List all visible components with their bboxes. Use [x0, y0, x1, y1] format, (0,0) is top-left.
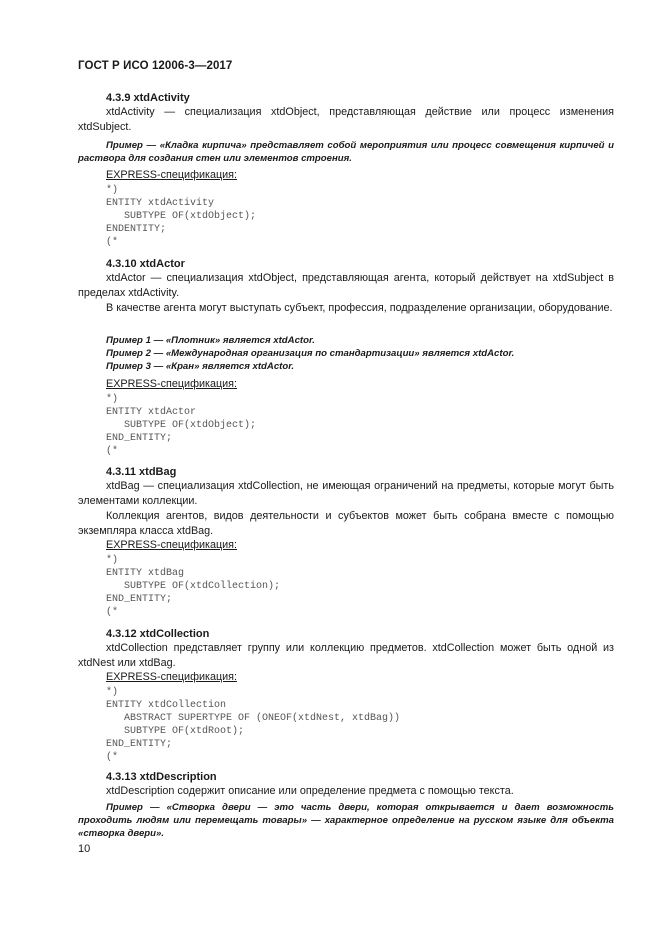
section-4-3-11-spec-label: EXPRESS-спецификация: — [106, 539, 238, 551]
section-4-3-10-paragraph-1: xtdActor — специализация xtdObject, представляющая агента, который действует на xtdSubject в пределах xtdActivity. — [78, 272, 614, 299]
section-4-3-9-paragraph: xtdActivity — специализация xtdObject, представляющая действие или процесс изменения xtdSubject. — [78, 106, 614, 133]
section-4-3-10-example-3: Пример 3 — «Кран» является xtdActor. — [106, 361, 295, 372]
section-4-3-10-spec-label: EXPRESS-спецификация: — [106, 378, 238, 390]
document-header: ГОСТ Р ИСО 12006-3—2017 — [78, 60, 233, 72]
section-4-3-11-paragraph-1: xtdBag — специализация xtdCollection, не имеющая ограничений на предметы, которые могут быть элементами коллекции. — [78, 480, 614, 507]
section-4-3-13-paragraph: xtdDescription содержит описание или определение предмета с помощью текста. — [106, 785, 514, 797]
section-heading-4-3-9: 4.3.9 xtdActivity — [106, 92, 190, 104]
section-4-3-12-express-code: *) ENTITY xtdCollection ABSTRACT SUPERTYPE OF (ONEOF(xtdNest, xtdBag)) SUBTYPE OF(xtdRoot); END_ENTITY; (* — [106, 687, 401, 763]
section-4-3-12-spec-label: EXPRESS-спецификация: — [106, 671, 238, 683]
section-4-3-10-paragraph-2: В качестве агента могут выступать субъект, профессия, подразделение организации, оборудование. — [106, 302, 613, 314]
page-number: 10 — [78, 843, 91, 855]
section-heading-4-3-13: 4.3.13 xtdDescription — [106, 771, 217, 783]
section-4-3-11-paragraph-2: Коллекция агентов, видов деятельности и субъектов может быть собрана вместе с помощью экземпляра класса xtdBag. — [78, 510, 614, 537]
section-4-3-9-spec-label: EXPRESS-спецификация: — [106, 169, 238, 181]
section-4-3-10-example-2: Пример 2 — «Международная организация по стандартизации» является xtdActor. — [106, 348, 515, 359]
section-4-3-10-express-code: *) ENTITY xtdActor SUBTYPE OF(xtdObject); END_ENTITY; (* — [106, 394, 257, 457]
section-heading-4-3-12: 4.3.12 xtdCollection — [106, 628, 210, 640]
section-4-3-9-example: Пример — «Кладка кирпича» представляет собой мероприятия или процесс совмещения кирпичей и раствора для создания стен или элементов строения. — [78, 140, 614, 164]
section-4-3-10-example-1: Пример 1 — «Плотник» является xtdActor. — [106, 335, 315, 346]
section-4-3-12-paragraph: xtdCollection представляет группу или коллекцию предметов. xtdCollection может быть одной из xtdNest или xtdBag. — [78, 642, 614, 669]
section-4-3-13-example: Пример — «Створка двери — это часть двери, которая открывается и дает возможность проходить людям или перемещать товары» — характерное определение на русском языке для объекта «створка двери». — [78, 802, 614, 839]
section-heading-4-3-10: 4.3.10 xtdActor — [106, 258, 185, 270]
section-4-3-11-express-code: *) ENTITY xtdBag SUBTYPE OF(xtdCollection); END_ENTITY; (* — [106, 555, 281, 618]
section-4-3-9-express-code: *) ENTITY xtdActivity SUBTYPE OF(xtdObject); ENDENTITY; (* — [106, 185, 257, 248]
section-heading-4-3-11: 4.3.11 xtdBag — [106, 466, 177, 478]
